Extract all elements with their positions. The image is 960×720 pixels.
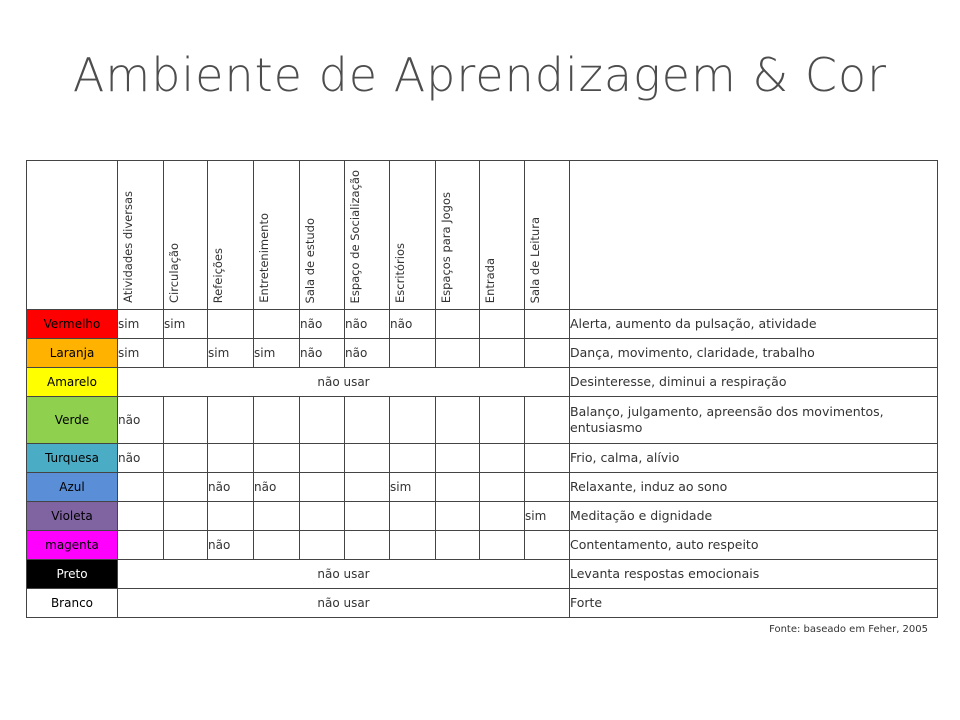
color-name-cell: Violeta xyxy=(27,502,118,531)
usage-cell xyxy=(300,444,345,473)
color-name-cell: Laranja xyxy=(27,339,118,368)
column-header xyxy=(254,161,300,310)
usage-cell xyxy=(208,444,254,473)
table-row xyxy=(27,473,938,502)
column-header-label: Entrada xyxy=(483,257,497,303)
column-header-label: Entretenimento xyxy=(257,213,271,303)
table-row xyxy=(27,368,938,397)
usage-cell xyxy=(118,502,164,531)
color-name-cell: Verde xyxy=(27,397,118,444)
usage-cell xyxy=(164,473,208,502)
usage-cell xyxy=(525,339,570,368)
usage-cell xyxy=(390,502,436,531)
column-header-label: Sala de Leitura xyxy=(528,216,542,303)
usage-cell xyxy=(390,339,436,368)
usage-cell xyxy=(480,397,525,444)
column-header xyxy=(164,161,208,310)
table-row xyxy=(27,502,938,531)
usage-cell xyxy=(118,531,164,560)
usage-cell: sim xyxy=(208,339,254,368)
usage-cell xyxy=(208,502,254,531)
usage-cell: não xyxy=(345,310,390,339)
column-header xyxy=(390,161,436,310)
column-header xyxy=(208,161,254,310)
usage-cell xyxy=(164,444,208,473)
usage-cell: não xyxy=(118,397,164,444)
effect-description-cell: Contentamento, auto respeito xyxy=(570,531,938,560)
effect-description-cell: Alerta, aumento da pulsação, atividade xyxy=(570,310,938,339)
usage-cell: não xyxy=(118,444,164,473)
usage-cell xyxy=(480,531,525,560)
effect-description-cell: Desinteresse, diminui a respiração xyxy=(570,368,938,397)
usage-cell xyxy=(436,502,480,531)
color-name-cell: Azul xyxy=(27,473,118,502)
usage-cell: não xyxy=(208,473,254,502)
column-header xyxy=(480,161,525,310)
usage-cell xyxy=(436,310,480,339)
usage-span-cell: não usar xyxy=(118,589,570,618)
table-row xyxy=(27,531,938,560)
table-row xyxy=(27,444,938,473)
usage-cell: não xyxy=(390,310,436,339)
usage-cell xyxy=(300,473,345,502)
color-name-cell: Amarelo xyxy=(27,368,118,397)
usage-cell xyxy=(254,531,300,560)
column-header xyxy=(345,161,390,310)
usage-cell xyxy=(390,444,436,473)
usage-cell xyxy=(164,397,208,444)
usage-cell xyxy=(300,397,345,444)
usage-cell xyxy=(345,473,390,502)
usage-cell xyxy=(525,444,570,473)
color-usage-table xyxy=(26,160,938,618)
effect-description-cell: Forte xyxy=(570,589,938,618)
source-note: Fonte: baseado em Feher, 2005 xyxy=(769,624,928,635)
effect-description-cell: Levanta respostas emocionais xyxy=(570,560,938,589)
color-name-cell: magenta xyxy=(27,531,118,560)
usage-cell: sim xyxy=(390,473,436,502)
column-header xyxy=(118,161,164,310)
usage-cell xyxy=(164,502,208,531)
usage-cell xyxy=(208,310,254,339)
usage-cell xyxy=(480,502,525,531)
color-name-cell: Branco xyxy=(27,589,118,618)
usage-cell xyxy=(436,444,480,473)
usage-cell xyxy=(436,339,480,368)
table-row xyxy=(27,310,938,339)
color-name-cell: Turquesa xyxy=(27,444,118,473)
usage-span-cell: não usar xyxy=(118,368,570,397)
usage-cell xyxy=(436,531,480,560)
usage-cell: sim xyxy=(118,310,164,339)
usage-cell xyxy=(300,531,345,560)
color-name-cell: Vermelho xyxy=(27,310,118,339)
usage-cell xyxy=(436,473,480,502)
usage-cell: sim xyxy=(118,339,164,368)
table-row xyxy=(27,339,938,368)
usage-cell: não xyxy=(300,310,345,339)
column-header xyxy=(436,161,480,310)
description-header xyxy=(570,161,938,310)
effect-description-cell: Meditação e dignidade xyxy=(570,502,938,531)
usage-cell xyxy=(480,310,525,339)
usage-cell: não xyxy=(254,473,300,502)
effect-description-cell: Frio, calma, alívio xyxy=(570,444,938,473)
usage-cell xyxy=(480,444,525,473)
usage-cell xyxy=(345,531,390,560)
usage-cell xyxy=(436,397,480,444)
column-header xyxy=(300,161,345,310)
column-header xyxy=(525,161,570,310)
column-header-label: Sala de estudo xyxy=(303,217,317,303)
column-header-label: Espaços para Jogos xyxy=(439,191,453,303)
usage-cell xyxy=(254,397,300,444)
usage-cell xyxy=(525,397,570,444)
usage-cell: não xyxy=(300,339,345,368)
usage-cell xyxy=(345,397,390,444)
usage-span-cell: não usar xyxy=(118,560,570,589)
usage-cell: sim xyxy=(254,339,300,368)
usage-cell: não xyxy=(345,339,390,368)
effect-description-cell: Dança, movimento, claridade, trabalho xyxy=(570,339,938,368)
usage-cell xyxy=(525,531,570,560)
effect-description-cell: Relaxante, induz ao sono xyxy=(570,473,938,502)
usage-cell xyxy=(345,502,390,531)
usage-cell xyxy=(118,473,164,502)
page-title: Ambiente de Aprendizagem & Cor xyxy=(72,48,888,102)
usage-cell xyxy=(525,473,570,502)
usage-cell xyxy=(480,473,525,502)
usage-cell xyxy=(300,502,345,531)
column-header-label: Refeições xyxy=(211,247,225,303)
column-header-label: Circulação xyxy=(167,243,181,303)
usage-cell xyxy=(254,444,300,473)
usage-cell xyxy=(345,444,390,473)
header-row xyxy=(27,161,938,310)
usage-cell: sim xyxy=(525,502,570,531)
usage-cell xyxy=(525,310,570,339)
usage-cell xyxy=(480,339,525,368)
corner-cell xyxy=(27,161,118,310)
usage-cell xyxy=(390,531,436,560)
usage-cell xyxy=(164,531,208,560)
usage-cell xyxy=(164,339,208,368)
usage-cell xyxy=(208,397,254,444)
effect-description-cell: Balanço, julgamento, apreensão dos movimentos, entusiasmo xyxy=(570,397,938,444)
usage-cell: não xyxy=(208,531,254,560)
color-name-cell: Preto xyxy=(27,560,118,589)
column-header-label: Atividades diversas xyxy=(121,191,135,303)
usage-cell xyxy=(390,397,436,444)
usage-cell: sim xyxy=(164,310,208,339)
column-header-label: Escritórios xyxy=(393,243,407,303)
column-header-label: Espaço de Socialização xyxy=(348,169,362,303)
usage-cell xyxy=(254,502,300,531)
usage-cell xyxy=(254,310,300,339)
table-row xyxy=(27,560,938,589)
table-row xyxy=(27,589,938,618)
table-row xyxy=(27,397,938,444)
